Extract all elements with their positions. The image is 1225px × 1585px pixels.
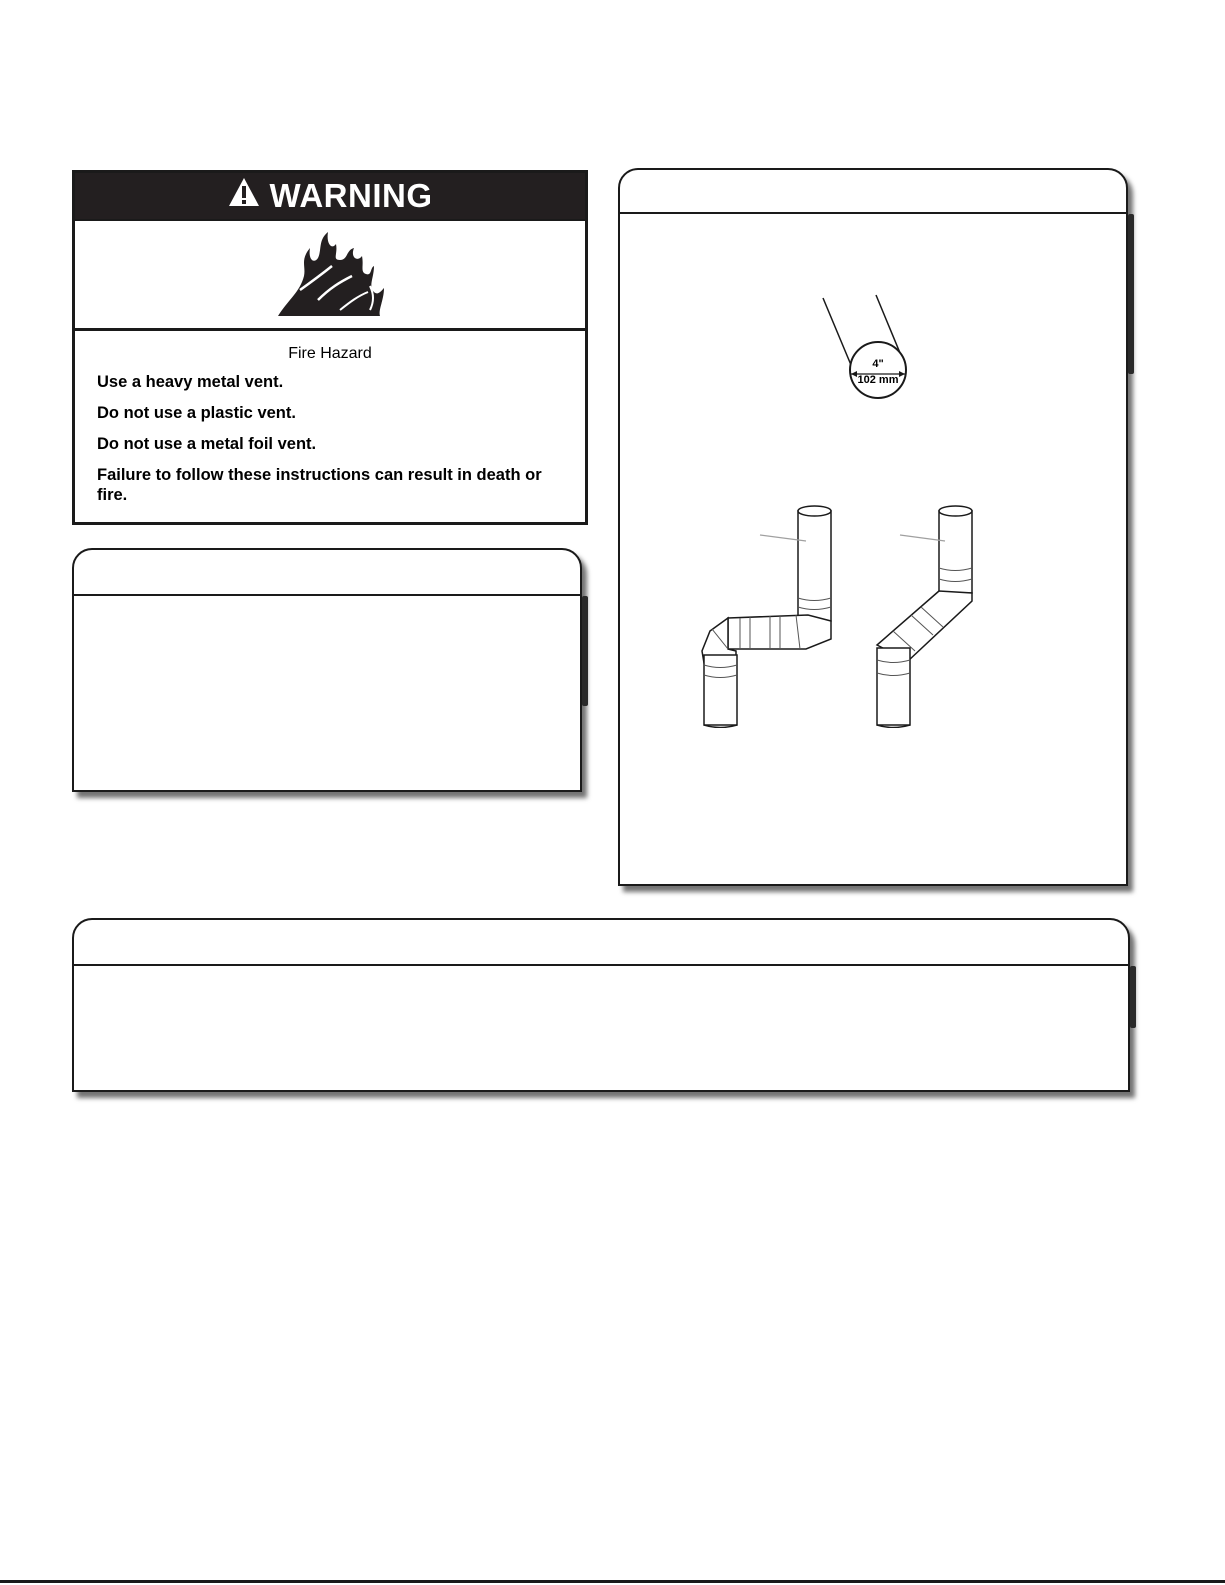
bottom-panel-frame	[72, 918, 1130, 1092]
warning-header-text: WARNING	[269, 177, 433, 214]
left-panel-tab-divider	[74, 594, 580, 596]
diameter-mm-label: 102 mm	[857, 374, 899, 386]
warning-final-line: Failure to follow these instructions can result in death or fire.	[97, 466, 542, 505]
warning-line-3: Do not use a metal foil vent.	[97, 435, 317, 454]
left-info-panel	[72, 548, 582, 792]
vent-diameter-diagram	[813, 293, 923, 403]
warning-header	[75, 173, 585, 219]
warning-line-1: Use a heavy metal vent.	[97, 373, 284, 391]
left-panel-frame	[72, 548, 582, 792]
diameter-inches-label: 4"	[872, 358, 884, 370]
right-panel-tab-divider	[620, 212, 1126, 214]
offset-elbow-vent-illustration	[688, 503, 838, 728]
page-footer-rule	[0, 1580, 1225, 1583]
vent-diagram-panel	[618, 168, 1128, 886]
fire-icon	[270, 230, 390, 320]
warning-title: Fire Hazard	[288, 345, 372, 362]
warning-body	[75, 331, 585, 506]
warning-box	[72, 170, 588, 525]
warning-line-2: Do not use a plastic vent.	[97, 404, 296, 423]
alert-triangle-icon	[228, 177, 260, 215]
bottom-panel-side-shadow	[1130, 966, 1136, 1028]
bottom-panel-tab-divider	[74, 964, 1128, 966]
fire-icon-row	[75, 219, 585, 331]
left-panel-side-shadow	[582, 596, 588, 706]
right-panel-side-shadow	[1128, 214, 1134, 374]
bottom-info-panel	[72, 918, 1130, 1092]
angled-vent-illustration	[863, 503, 988, 728]
